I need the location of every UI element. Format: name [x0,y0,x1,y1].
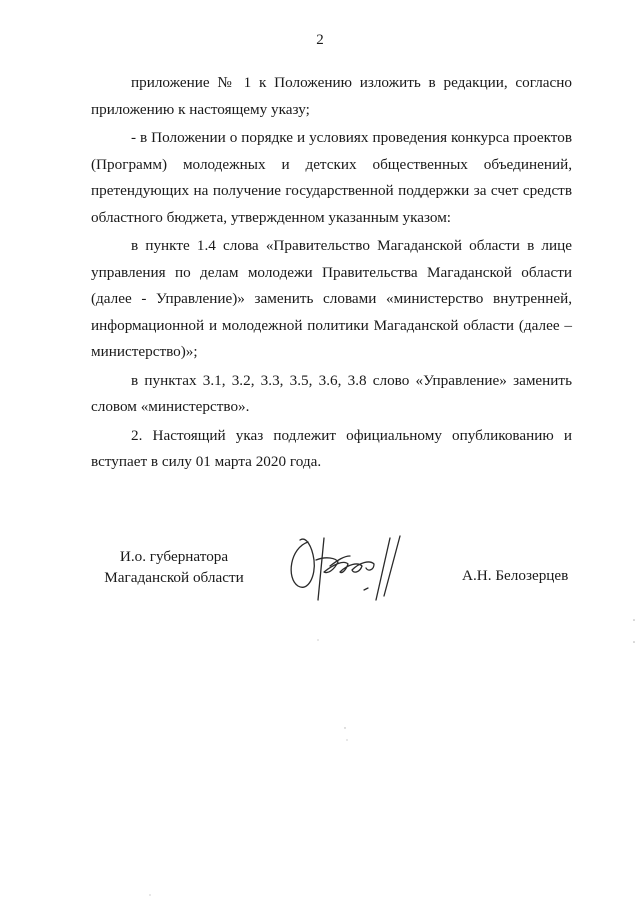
handwritten-signature [278,530,428,610]
signatory-title-line2: Магаданской области [104,569,244,586]
document-body [91,70,572,476]
signatory-title-line1: И.о. губернатора [119,548,229,565]
paragraph-3: в пункте 1.4 слова «Правительство Магаданской области в лице управления по делам молодежи Правительства Магаданской области (далее - Управление)» заменить словами «министерство внутренней, информационной и молодежной политики Магаданской области (далее – министерство)»; [91,237,572,360]
paragraph-1: приложение № 1 к Положению изложить в редакции, согласно приложению к настоящему указу; [91,74,572,118]
paragraph-4: в пунктах 3.1, 3.2, 3.3, 3.5, 3.6, 3.8 слово «Управление» заменить словом «министерство». [91,371,572,415]
page-number: 2 [316,32,324,48]
signatory-name: А.Н. Белозерцев [462,567,569,584]
signatory-title [94,546,254,588]
signature-block [0,530,640,610]
paragraph-5: 2. Настоящий указ подлежит официальному опубликованию и вступает в силу 01 марта 2020 года. [91,426,572,470]
paragraph-2: - в Положении о порядке и условиях проведения конкурса проектов (Программ) молодежных и детских общественных объединений, претендующих на получение государственной поддержки за счет средств областного бюджета, утвержденном указанным указом: [91,129,572,226]
